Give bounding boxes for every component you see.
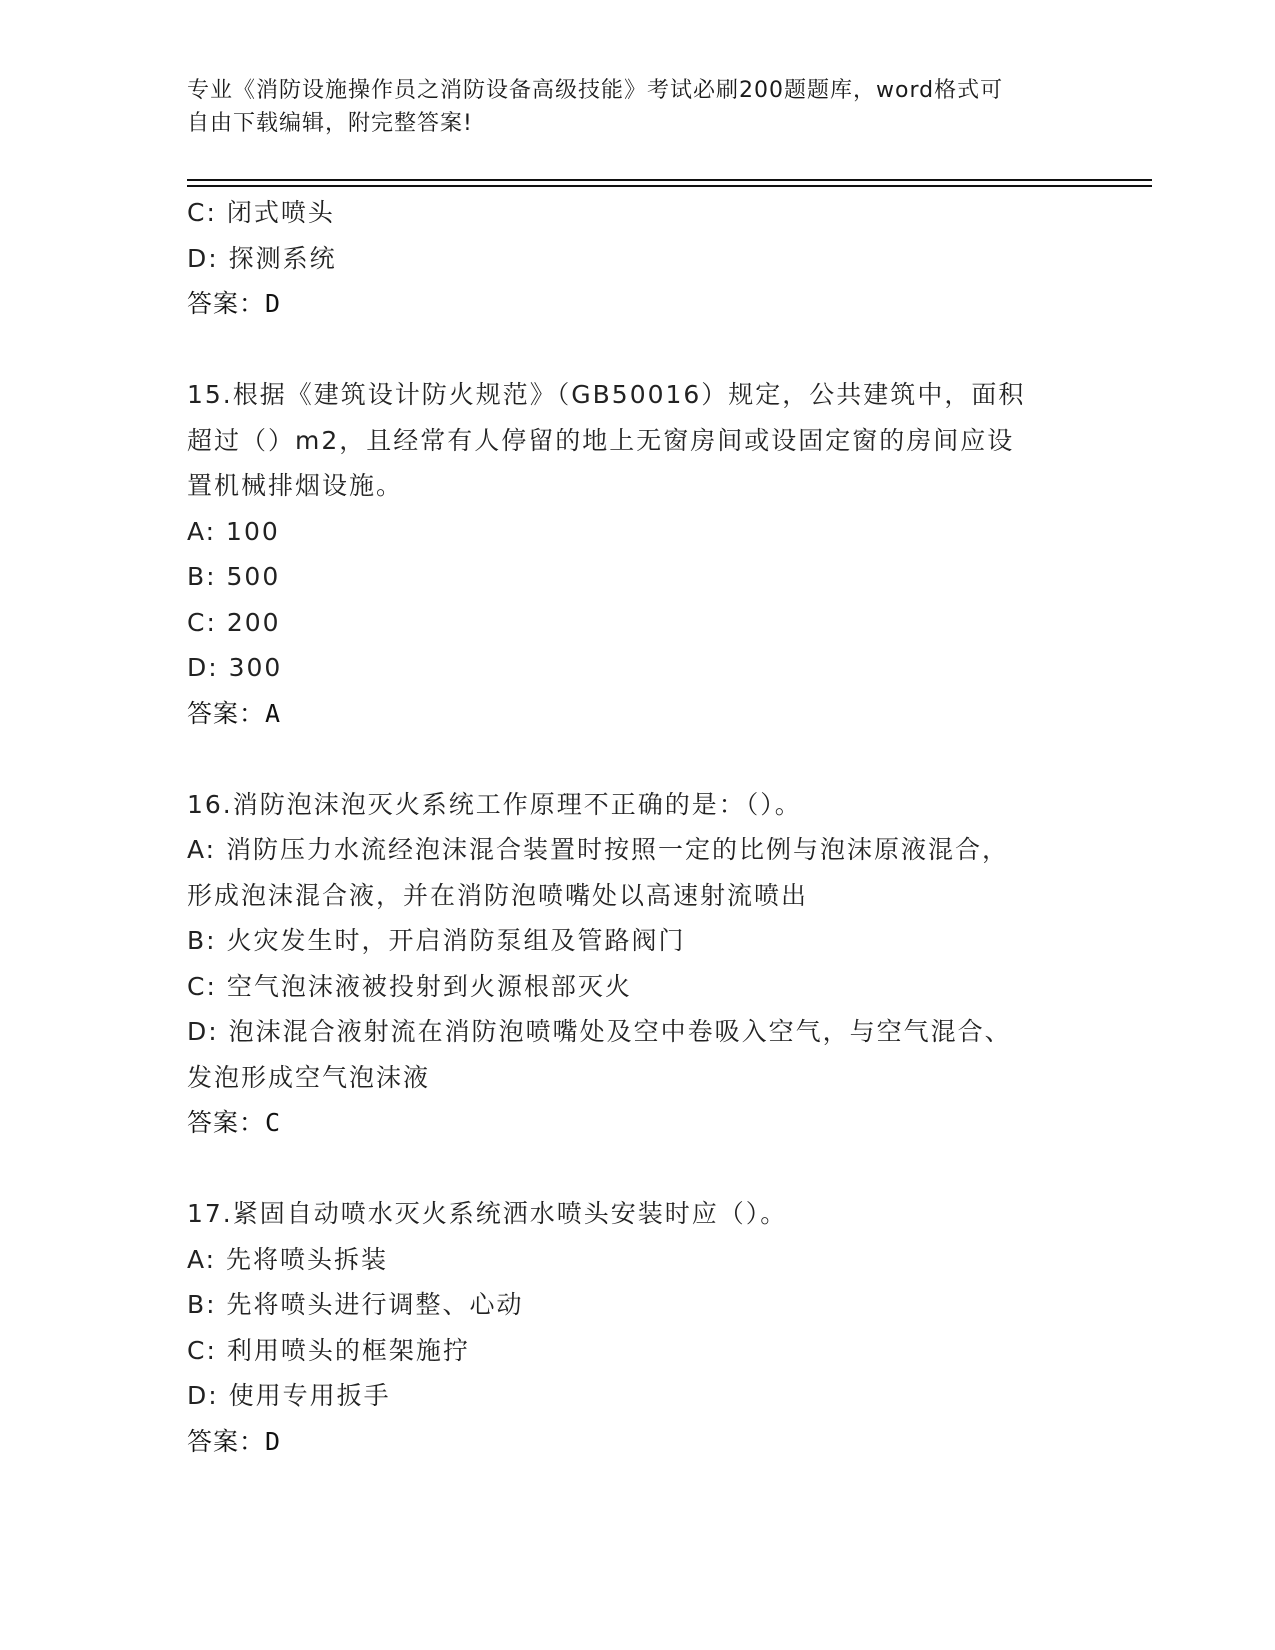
q17-answer: 答案：D (187, 1426, 282, 1456)
q16-option-d-line-2: 发泡形成空气泡沫液 (187, 1062, 431, 1092)
q14-option-d: D: 探测系统 (187, 243, 337, 273)
q17-option-c: C: 利用喷头的框架施拧 (187, 1335, 470, 1365)
header-rule-top (187, 179, 1152, 181)
q16-option-a-line-2: 形成泡沫混合液，并在消防泡喷嘴处以高速射流喷出 (187, 880, 809, 910)
q16-option-d-line-1: D: 泡沫混合液射流在消防泡喷嘴处及空中卷吸入空气，与空气混合、 (187, 1017, 1012, 1046)
spacer (187, 736, 1087, 782)
q14-answer: 答案：D (187, 289, 282, 318)
q15-stem-line-3: 置机械排烟设施。 (187, 471, 404, 500)
header-line-2: 自由下载编辑，附完整答案! (187, 111, 473, 136)
q16-stem: 16.消防泡沫泡灭火系统工作原理不正确的是：（）。 (187, 789, 802, 819)
document-header (187, 74, 1067, 140)
q17-option-a: A: 先将喷头拆装 (187, 1244, 389, 1274)
q16-answer: 答案：C (187, 1108, 282, 1137)
spacer (187, 1146, 1087, 1192)
q15-option-a: A: 100 (187, 516, 280, 546)
q16-option-a-line-1: A: 消防压力水流经泡沫混合装置时按照一定的比例与泡沫原液混合， (187, 835, 1010, 864)
q15-option-d: D: 300 (187, 653, 283, 682)
q16-option-c: C: 空气泡沫液被投射到火源根部灭火 (187, 971, 632, 1001)
q15-option-b: B: 500 (187, 562, 281, 591)
q16-option-b: B: 火灾发生时，开启消防泵组及管路阀门 (187, 926, 686, 955)
header-rule-bottom (187, 185, 1152, 187)
q15-option-c: C: 200 (187, 607, 281, 637)
q15-stem-line-2: 超过（）m2，且经常有人停留的地上无窗房间或设固定窗的房间应设 (187, 425, 1015, 455)
spacer (187, 327, 1087, 373)
q17-stem: 17.紧固自动喷水灭火系统洒水喷头安装时应（）。 (187, 1199, 788, 1228)
q17-option-d: D: 使用专用扳手 (187, 1381, 391, 1410)
header-line-1: 专业《消防设施操作员之消防设备高级技能》考试必刷200题题库，word格式可 (187, 78, 1004, 103)
q14-option-c: C: 闭式喷头 (187, 198, 335, 227)
question-content (187, 190, 1087, 1464)
q15-stem-line-1: 15.根据《建筑设计防火规范》（GB50016）规定，公共建筑中，面积 (187, 380, 1026, 409)
q17-option-b: B: 先将喷头进行调整、心动 (187, 1290, 524, 1319)
q15-answer: 答案：A (187, 698, 282, 728)
